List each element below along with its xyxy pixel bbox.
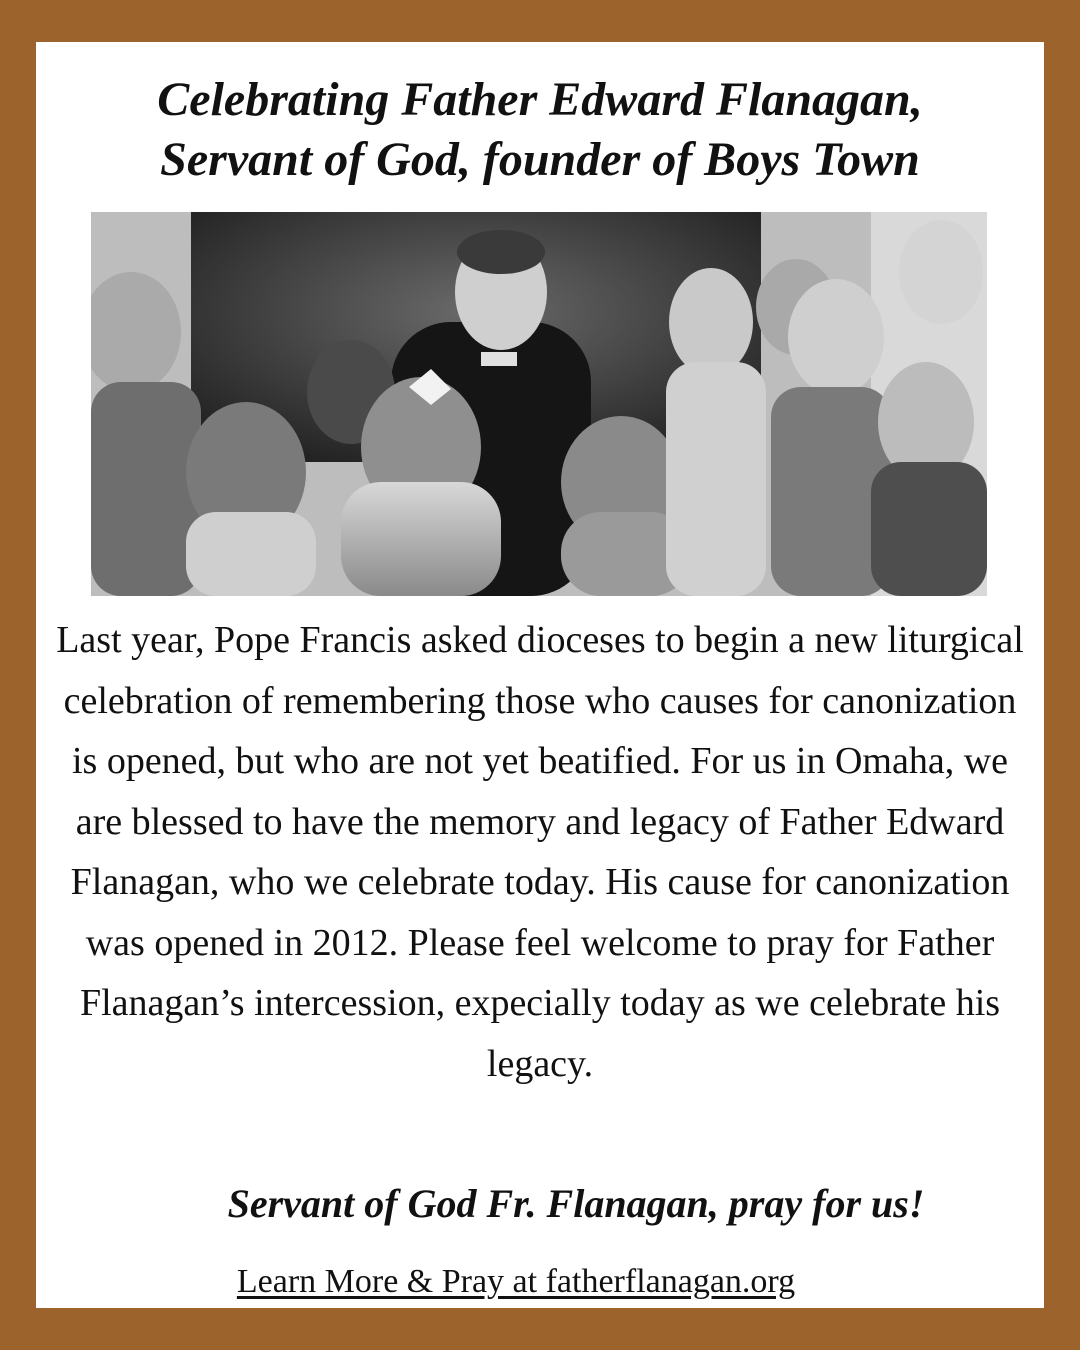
historical-photo [91,212,987,596]
card [36,42,1044,1308]
prayer-line: Servant of God Fr. Flanagan, pray for us! [227,1181,925,1226]
title-line-2: Servant of God, founder of Boys Town [160,133,920,186]
body-paragraph: Last year, Pope Francis asked dioceses to begin a new liturgical celebration of remembering those who causes for canonization is opened, but who are not yet beatified. For us in Omaha, we are blessed to have the memory and legacy of Father Edward Flanagan, who we celebrate today. His cause for canonization was opened in 2012. Please feel welcome to pray for Father Flanagan’s intercession, expecially today as we celebrate his legacy. [56,619,1024,1085]
page-title [36,70,1044,190]
title-line-1: Celebrating Father Edward Flanagan, [157,73,923,126]
learn-more [36,1262,996,1302]
learn-more-link[interactable]: Learn More & Pray at fatherflanagan.org [236,1263,796,1300]
